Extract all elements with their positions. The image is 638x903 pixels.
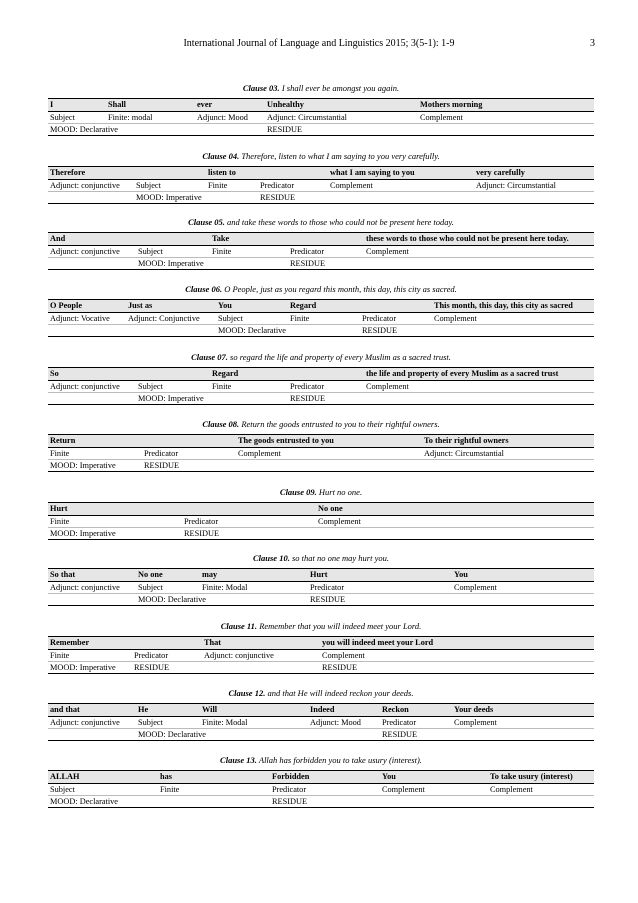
table-cell: Finite	[50, 449, 70, 458]
table-header-row	[48, 435, 594, 448]
header-cell: And	[50, 234, 66, 243]
clause-block	[48, 82, 594, 136]
table-cell: Subject	[138, 382, 163, 391]
table-cell: MOOD: Declarative	[218, 326, 286, 335]
table-cell: Finite	[290, 314, 310, 323]
table-cell: Complement	[490, 785, 533, 794]
table-cell: Adjunct: Circumstantial	[424, 449, 504, 458]
header-cell: Therefore	[50, 168, 86, 177]
header-cell: Forbidden	[272, 772, 310, 781]
table-cell: Adjunct: conjunctive	[50, 583, 120, 592]
page-number: 3	[590, 38, 595, 49]
table-cell: Predicator	[184, 517, 219, 526]
header-cell: O People	[50, 301, 83, 310]
table-cell: MOOD: Declarative	[138, 730, 206, 739]
header-cell: No one	[318, 504, 343, 513]
table-row	[48, 516, 594, 527]
clause-text: Return the goods entrusted to you to their rightful owners.	[241, 419, 440, 429]
table-cell: Predicator	[290, 247, 325, 256]
analysis-table	[48, 299, 594, 337]
clause-text: Hurt no one.	[318, 487, 363, 497]
header-cell: ALLAH	[50, 772, 80, 781]
table-cell: Finite	[160, 785, 180, 794]
table-cell: Finite: modal	[108, 113, 153, 122]
clause-block	[48, 418, 594, 472]
table-row	[48, 459, 594, 471]
table-cell: Complement	[382, 785, 425, 794]
table-cell: Adjunct: conjunctive	[50, 382, 120, 391]
table-row	[48, 795, 594, 807]
clause-text: and that He will indeed reckon your deeds.	[267, 688, 414, 698]
table-row	[48, 717, 594, 728]
header-cell: That	[204, 638, 222, 647]
table-cell: Adjunct: Mood	[197, 113, 248, 122]
header-cell: So	[50, 369, 59, 378]
header-cell: You	[454, 570, 468, 579]
header-cell: Remember	[50, 638, 90, 647]
table-cell: Finite	[212, 382, 232, 391]
table-cell: MOOD: Imperative	[138, 259, 204, 268]
table-cell: MOOD: Declarative	[50, 125, 118, 134]
table-header-row	[48, 503, 594, 516]
table-cell: Adjunct: Mood	[310, 718, 361, 727]
clause-block	[48, 552, 594, 606]
header-cell: Hurt	[310, 570, 328, 579]
clause-label: Clause 09.	[279, 487, 317, 497]
table-cell: Adjunct: Vocative	[50, 314, 110, 323]
analysis-table	[48, 770, 594, 808]
table-cell: RESIDUE	[310, 595, 346, 604]
table-cell: MOOD: Imperative	[50, 461, 116, 470]
table-row	[48, 246, 594, 257]
table-cell: Complement	[420, 113, 463, 122]
table-cell: Subject	[218, 314, 243, 323]
header-cell: you will indeed meet your Lord	[322, 638, 434, 647]
table-cell: Subject	[50, 785, 75, 794]
table-row	[48, 313, 594, 324]
table-cell: Predicator	[144, 449, 179, 458]
table-cell: MOOD: Imperative	[50, 529, 116, 538]
clause-label: Clause 13.	[220, 755, 257, 765]
table-header-row	[48, 704, 594, 717]
table-cell: Subject	[50, 113, 75, 122]
table-cell: Complement	[454, 718, 497, 727]
clause-label: Clause 03.	[242, 83, 280, 93]
header-cell: So that	[50, 570, 76, 579]
clause-block	[48, 687, 594, 741]
table-cell: Finite: Modal	[202, 718, 248, 727]
clause-text: Therefore, listen to what I am saying to you very carefully.	[241, 151, 440, 161]
header-cell: these words to those who could not be present here today.	[366, 234, 569, 243]
table-cell: RESIDUE	[184, 529, 220, 538]
table-row	[48, 448, 594, 459]
clause-caption	[48, 283, 594, 295]
table-cell: Adjunct: conjunctive	[50, 718, 120, 727]
table-row	[48, 324, 594, 336]
analysis-table	[48, 502, 594, 540]
analysis-table	[48, 232, 594, 270]
clause-block	[48, 620, 594, 674]
table-cell: RESIDUE	[290, 259, 326, 268]
table-cell: Predicator	[134, 651, 169, 660]
clause-text: Allah has forbidden you to take usury (interest).	[258, 755, 422, 765]
header-cell: This month, this day, this city as sacred	[434, 301, 573, 310]
clause-block	[48, 150, 594, 204]
clause-text: so regard the life and property of every Muslim as a sacred trust.	[230, 352, 451, 362]
header-cell: Hurt	[50, 504, 68, 513]
clause-caption	[48, 216, 594, 228]
table-row	[48, 392, 594, 404]
clause-label: Clause 07.	[191, 352, 228, 362]
table-row	[48, 650, 594, 661]
header-cell: Will	[202, 705, 218, 714]
table-cell: RESIDUE	[322, 663, 358, 672]
header-cell: The goods entrusted to you	[238, 436, 334, 445]
header-cell: Regard	[290, 301, 317, 310]
table-cell: Adjunct: Circumstantial	[267, 113, 347, 122]
clause-label: Clause 12.	[228, 688, 266, 698]
header-cell: Unhealthy	[267, 100, 304, 109]
table-cell: Predicator	[382, 718, 417, 727]
table-cell: Adjunct: Circumstantial	[476, 181, 556, 190]
header-cell: Indeed	[310, 705, 335, 714]
header-cell: Take	[212, 234, 230, 243]
clause-label: Clause 08.	[202, 419, 240, 429]
clause-caption	[48, 150, 594, 162]
table-row	[48, 191, 594, 203]
table-cell: Complement	[238, 449, 281, 458]
clause-block	[48, 486, 594, 540]
clause-caption	[48, 687, 594, 699]
clause-text: and take these words to those who could not be present here today.	[227, 217, 454, 227]
table-cell: Adjunct: conjunctive	[50, 181, 120, 190]
table-cell: Finite	[208, 181, 228, 190]
analysis-table	[48, 166, 594, 204]
header-cell: To their rightful owners	[424, 436, 509, 445]
table-cell: RESIDUE	[260, 193, 296, 202]
table-cell: Subject	[136, 181, 161, 190]
table-cell: RESIDUE	[267, 125, 303, 134]
table-header-row	[48, 368, 594, 381]
table-cell: MOOD: Declarative	[50, 797, 118, 806]
table-cell: Complement	[322, 651, 365, 660]
header-cell: You	[382, 772, 396, 781]
clause-caption	[48, 754, 594, 766]
table-cell: Finite: Modal	[202, 583, 248, 592]
clause-caption	[48, 351, 594, 363]
table-cell: Subject	[138, 247, 163, 256]
table-cell: Complement	[318, 517, 361, 526]
table-row	[48, 123, 594, 135]
table-row	[48, 112, 594, 123]
table-row	[48, 527, 594, 539]
table-cell: MOOD: Imperative	[138, 394, 204, 403]
clause-caption	[48, 486, 594, 498]
table-row	[48, 593, 594, 605]
table-header-row	[48, 300, 594, 313]
header-cell: You	[218, 301, 232, 310]
table-row	[48, 661, 594, 673]
table-cell: MOOD: Declarative	[138, 595, 206, 604]
table-cell: Subject	[138, 583, 163, 592]
clause-caption	[48, 418, 594, 430]
table-cell: RESIDUE	[272, 797, 308, 806]
table-cell: Finite	[212, 247, 232, 256]
clause-block	[48, 754, 594, 808]
clause-label: Clause 06.	[185, 284, 223, 294]
header-cell: Regard	[212, 369, 239, 378]
table-cell: Predicator	[310, 583, 345, 592]
table-row	[48, 582, 594, 593]
clause-text: so that no one may hurt you.	[291, 553, 389, 563]
table-cell: MOOD: Imperative	[50, 663, 116, 672]
table-header-row	[48, 233, 594, 246]
header-cell: Mothers morning	[420, 100, 483, 109]
table-cell: Adjunct: Conjunctive	[128, 314, 200, 323]
header-cell: Your deeds	[454, 705, 494, 714]
analysis-table	[48, 98, 594, 136]
table-cell: Adjunct: conjunctive	[204, 651, 274, 660]
table-cell: Predicator	[362, 314, 397, 323]
table-header-row	[48, 771, 594, 784]
clause-label: Clause 04.	[202, 151, 240, 161]
clause-caption	[48, 552, 594, 564]
analysis-table	[48, 367, 594, 405]
table-cell: RESIDUE	[382, 730, 418, 739]
table-cell: Subject	[138, 718, 163, 727]
header-cell: Shall	[108, 100, 126, 109]
table-cell: RESIDUE	[290, 394, 326, 403]
header-cell: No one	[138, 570, 163, 579]
analysis-table	[48, 568, 594, 606]
table-cell: MOOD: Imperative	[136, 193, 202, 202]
table-cell: Complement	[454, 583, 497, 592]
header-cell: has	[160, 772, 172, 781]
table-row	[48, 728, 594, 740]
header-cell: To take usury (interest)	[490, 772, 573, 781]
clause-text: Remember that you will indeed meet your Lord.	[259, 621, 422, 631]
table-row	[48, 257, 594, 269]
table-cell: Adjunct: conjunctive	[50, 247, 120, 256]
table-cell: Predicator	[260, 181, 295, 190]
table-header-row	[48, 167, 594, 180]
clause-caption	[48, 620, 594, 632]
clause-label: Clause 11.	[220, 621, 258, 631]
header-cell: and that	[50, 705, 80, 714]
header-cell: very carefully	[476, 168, 525, 177]
table-cell: Predicator	[290, 382, 325, 391]
table-cell: Finite	[50, 651, 70, 660]
table-row	[48, 381, 594, 392]
header-cell: may	[202, 570, 218, 579]
header-cell: listen to	[208, 168, 236, 177]
table-cell: Complement	[330, 181, 373, 190]
table-row	[48, 180, 594, 191]
header-cell: Just as	[128, 301, 153, 310]
table-cell: Complement	[366, 382, 409, 391]
journal-citation: International Journal of Language and Linguistics 2015; 3(5-1): 1-9	[183, 38, 455, 49]
table-header-row	[48, 99, 594, 112]
analysis-table	[48, 434, 594, 472]
clause-block	[48, 351, 594, 405]
header-cell: the life and property of every Muslim as a sacred trust	[366, 369, 559, 378]
analysis-table	[48, 636, 594, 674]
clause-block	[48, 283, 594, 337]
header-cell: Return	[50, 436, 76, 445]
header-cell: ever	[197, 100, 213, 109]
clause-caption	[48, 82, 594, 94]
clause-text: O People, just as you regard this month, this day, this city as sacred.	[224, 284, 457, 294]
clause-label: Clause 05.	[188, 217, 225, 227]
analysis-table	[48, 703, 594, 741]
header-cell: I	[50, 100, 54, 109]
clause-text: I shall ever be amongst you again.	[281, 83, 400, 93]
header-cell: Reckon	[382, 705, 409, 714]
header-cell: what I am saying to you	[330, 168, 415, 177]
table-cell: Complement	[366, 247, 409, 256]
table-row	[48, 784, 594, 795]
table-cell: Finite	[50, 517, 70, 526]
clause-label: Clause 10.	[252, 553, 290, 563]
table-cell: RESIDUE	[134, 663, 170, 672]
table-header-row	[48, 569, 594, 582]
table-cell: RESIDUE	[144, 461, 180, 470]
table-cell: RESIDUE	[362, 326, 398, 335]
clause-block	[48, 216, 594, 270]
table-header-row	[48, 637, 594, 650]
table-cell: Complement	[434, 314, 477, 323]
table-cell: Predicator	[272, 785, 307, 794]
header-cell: He	[138, 705, 149, 714]
